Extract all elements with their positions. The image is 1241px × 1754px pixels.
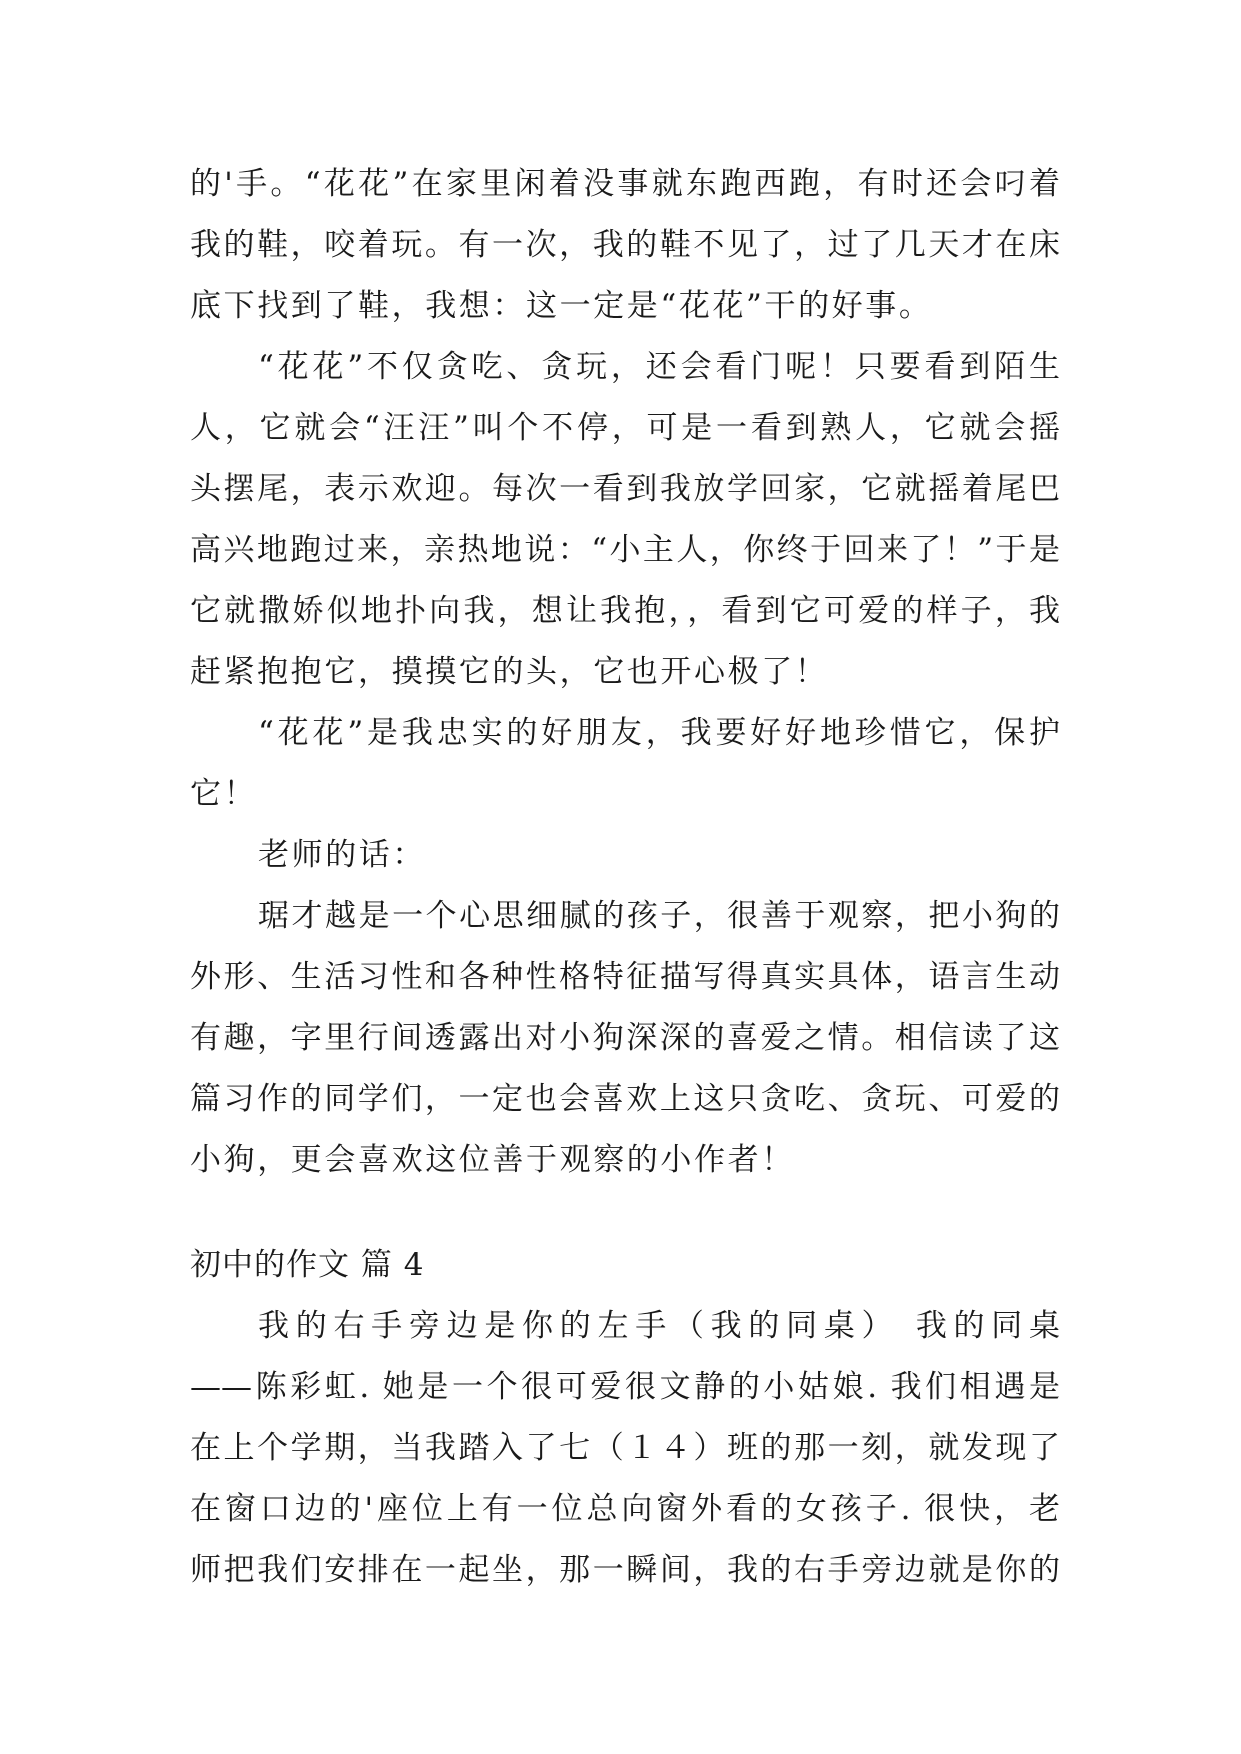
- text-line: 的'手。“花花”在家里闲着没事就东跑西跑，有时还会叼着: [190, 166, 1060, 202]
- text-line: 篇习作的同学们，一定也会喜欢上这只贪吃、贪玩、可爱的: [190, 1081, 1060, 1117]
- text-line: 师把我们安排在一起坐，那一瞬间，我的右手旁边就是你的: [190, 1552, 1060, 1588]
- text-line: 它就撒娇似地扑向我，想让我抱，，看到它可爱的样子，我: [190, 593, 1060, 629]
- text-line: 底下找到了鞋，我想：这一定是“花花”干的好事。: [190, 288, 933, 324]
- text-line: 头摆尾，表示欢迎。每次一看到我放学回家，它就摇着尾巴: [190, 471, 1060, 507]
- text-line: 赶紧抱抱它，摸摸它的头，它也开心极了！: [190, 654, 829, 690]
- text-line: ——陈彩虹. 她是一个很可爱很文静的小姑娘. 我们相遇是: [190, 1369, 1060, 1405]
- text-line: 它！: [190, 776, 258, 812]
- text-line: 高兴地跑过来，亲热地说：“小主人，你终于回来了！”于是: [190, 532, 1060, 568]
- text-line: “花花”不仅贪吃、贪玩，还会看门呢！只要看到陌生: [258, 349, 1060, 385]
- text-line: 我的右手旁边是你的左手（我的同桌） 我的同桌: [258, 1308, 1060, 1344]
- text-line: 在窗口边的'座位上有一位总向窗外看的女孩子. 很快，老: [190, 1491, 1060, 1527]
- text-line: “花花”是我忠实的好朋友，我要好好地珍惜它，保护: [258, 715, 1060, 751]
- teacher-comment-label: 老师的话：: [258, 837, 426, 873]
- text-line: 琚才越是一个心思细腻的孩子，很善于观察，把小狗的: [258, 898, 1060, 934]
- text-line: 有趣，字里行间透露出对小狗深深的喜爱之情。相信读了这: [190, 1020, 1060, 1056]
- text-line: 我的鞋，咬着玩。有一次，我的鞋不见了，过了几天才在床: [190, 227, 1060, 263]
- text-line: 外形、生活习性和各种性格特征描写得真实具体，语言生动: [190, 959, 1060, 995]
- section-heading: 初中的作文 篇 4: [190, 1247, 425, 1283]
- text-line: 在上个学期，当我踏入了七（１４）班的那一刻，就发现了: [190, 1430, 1060, 1466]
- text-line: 人，它就会“汪汪”叫个不停，可是一看到熟人，它就会摇: [190, 410, 1060, 446]
- text-line: 小狗，更会喜欢这位善于观察的小作者！: [190, 1142, 795, 1178]
